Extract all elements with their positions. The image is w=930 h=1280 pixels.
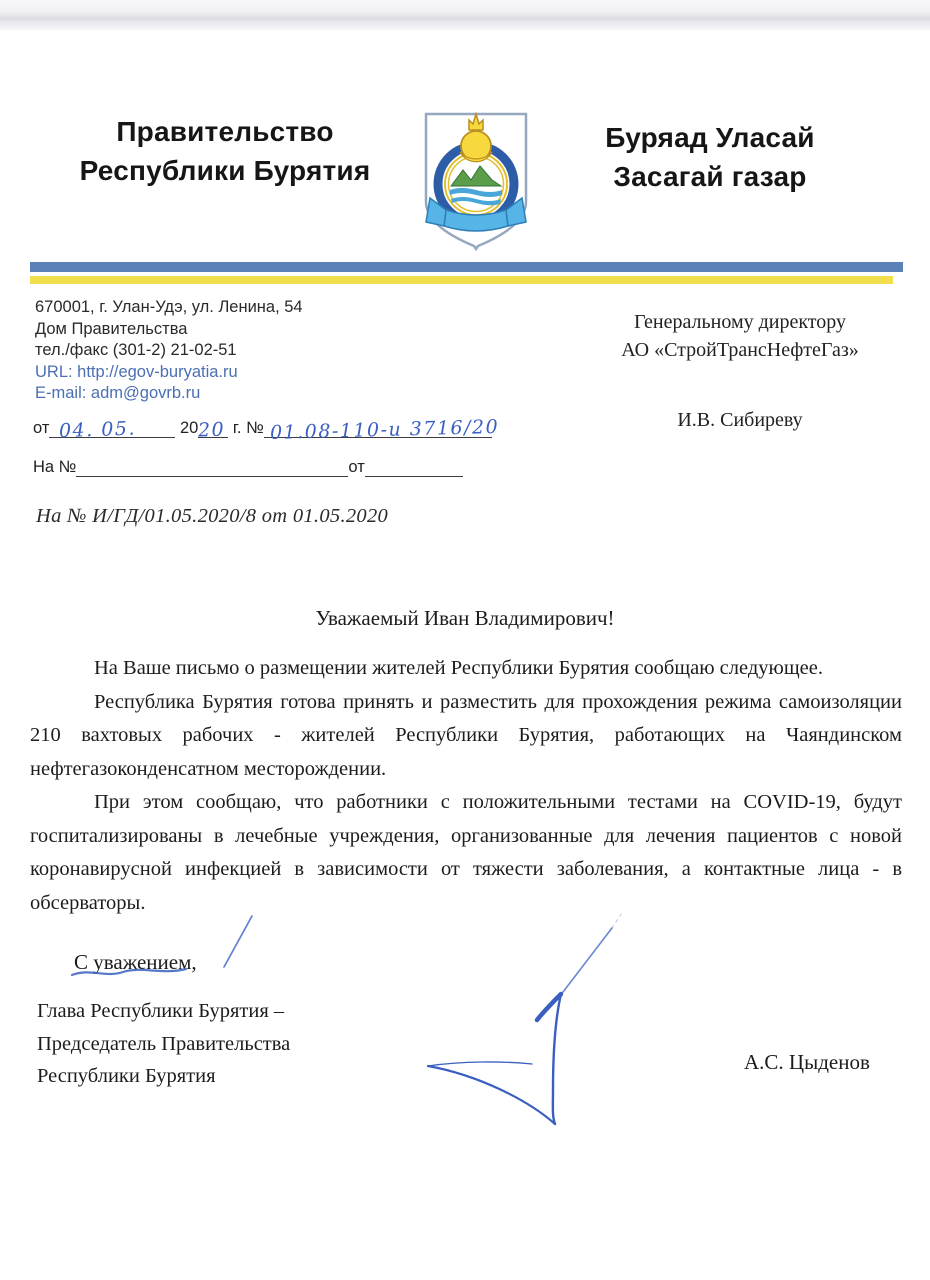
signer-title-block [37, 995, 437, 1093]
signer-title-line1: Глава Республики Бурятия – [37, 1000, 285, 1022]
ref-year-field [197, 418, 228, 442]
incoming-reference: На № И/ГД/01.05.2020/8 от 01.05.2020 [36, 505, 389, 527]
outgoing-reference-line [33, 415, 500, 444]
addressee-name: И.В. Сибиреву [677, 409, 803, 431]
addressee-company: АО «СтройТрансНефтеГаз» [621, 339, 859, 361]
scan-edge-artifact [0, 0, 930, 30]
flag-stripe-blue [30, 262, 903, 272]
sender-phone: тел./факс (301-2) 21-02-51 [35, 341, 237, 359]
org-name-ru-line1: Правительство [116, 116, 334, 147]
signer-name: А.С. Цыденов [744, 1050, 870, 1074]
body-paragraph-1: На Ваше письмо о размещении жителей Республики Бурятия сообщаю следующее. [94, 657, 823, 679]
org-name-bur-line1: Буряад Уласай [605, 122, 815, 153]
body-paragraph-2: Республика Бурятия готова принять и разместить для прохождения режима самоизоляции 210 вахтовых рабочих - жителей Республики Бурятия, работающих на Чаяндинском нефтегазоконденсатном месторождении. [30, 690, 902, 780]
sender-email: E-mail: adm@govrb.ru [35, 384, 201, 402]
signer-title-line2: Председатель Правительства [37, 1032, 291, 1055]
closing-phrase: С уважением, [74, 950, 197, 974]
org-name-russian [50, 112, 400, 190]
ref-from-label: от [33, 419, 50, 437]
reply-from-label: от [348, 458, 365, 476]
salutation: Уважаемый Иван Владимирович! [315, 606, 615, 630]
ref-year-prefix: 20 [179, 419, 199, 437]
sender-url: URL: http://egov-buryatia.ru [35, 362, 238, 381]
buryatia-coat-of-arms-icon [416, 106, 536, 256]
body-paragraph-3: При этом сообщаю, что работники с положительными тестами на COVID-19, будут госпитализированы в лечебные учреждения, организованные для лечения пациентов с новой коронавирусной инфекцией в зависимости от тяжести заболевания, а контактные лица - в обсерваторы. [30, 791, 902, 914]
sender-address-line: Дом Правительства [35, 319, 188, 338]
reply-number-field [76, 458, 348, 477]
handwritten-year: 20 [197, 418, 226, 442]
signer-title-line3: Республики Бурятия [37, 1065, 216, 1087]
handwritten-date: 04. 05. [59, 417, 137, 443]
org-name-buryat [560, 118, 860, 196]
addressee-block [580, 308, 900, 434]
sender-contact-block [35, 297, 435, 405]
sender-address-line: 670001, г. Улан-Удэ, ул. Ленина, 54 [35, 298, 303, 316]
reply-label: На № [33, 458, 77, 476]
ref-date-field [49, 417, 175, 443]
ref-number-field [264, 415, 500, 444]
flag-stripe-yellow [30, 276, 893, 284]
ref-number-label: г. № [232, 419, 264, 437]
letter-body [30, 652, 902, 920]
handwritten-number: 01.08-110-и 3716/20 [269, 415, 500, 444]
reply-date-field [365, 458, 463, 477]
reply-reference-line [33, 458, 493, 477]
org-name-bur-line2: Засагай газар [613, 161, 807, 192]
org-name-ru-line2: Республики Бурятия [79, 155, 371, 186]
addressee-position: Генеральному директору [633, 311, 847, 333]
